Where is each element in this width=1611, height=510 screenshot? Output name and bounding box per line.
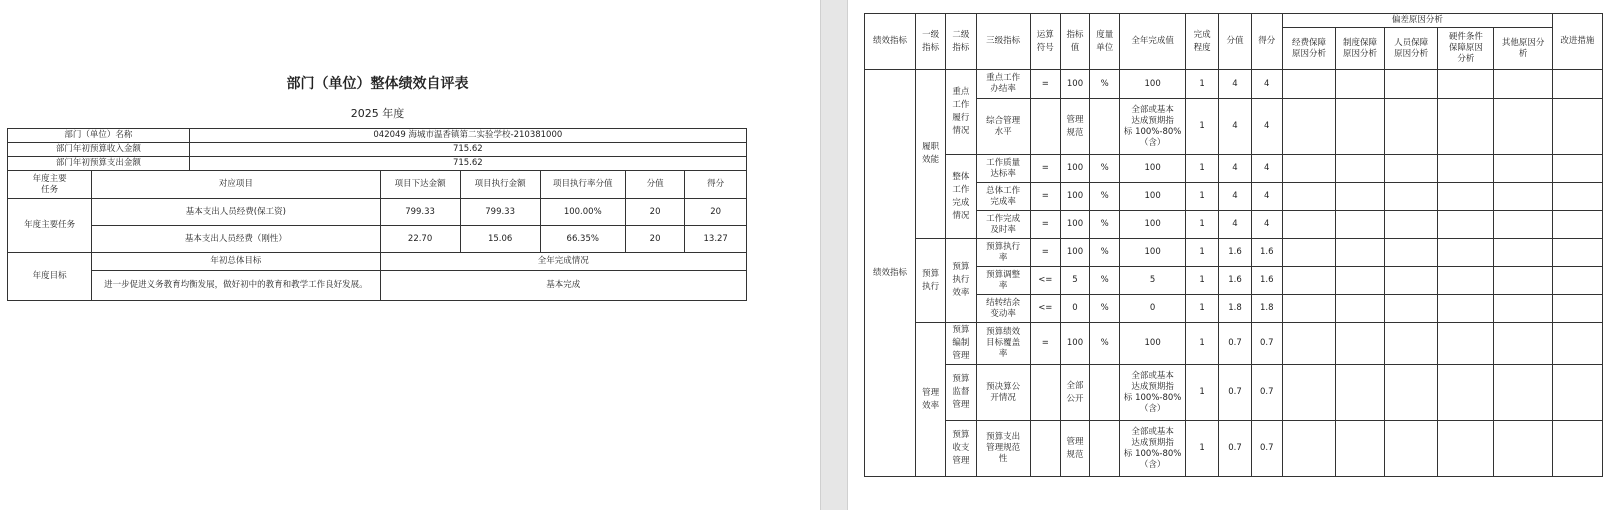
funding-analysis-cell: [1282, 70, 1335, 99]
task-issued: 799.33: [380, 199, 460, 226]
indicator-target: 100: [1060, 211, 1089, 239]
indicator-level3: 预算支出 管理规范 性: [976, 421, 1030, 477]
task-header-row: [8, 171, 747, 199]
indicator-degree: 1: [1185, 239, 1218, 267]
header-personnel: 人员保障 原因分析: [1385, 28, 1438, 70]
indicator-level3: 预决算公 开情况: [976, 365, 1030, 421]
header-level2: 二级 指标: [946, 14, 976, 70]
indicator-degree: 1: [1185, 211, 1218, 239]
indicator-score: 4: [1251, 183, 1282, 211]
indicator-op: <=: [1030, 267, 1060, 295]
other-analysis-cell: [1494, 239, 1552, 267]
indicator-row: [865, 155, 1603, 183]
system-analysis-cell: [1336, 365, 1385, 421]
indicator-score: 1.8: [1251, 295, 1282, 323]
indicator-weight: 1.8: [1219, 295, 1251, 323]
info-row: [8, 129, 747, 143]
self-evaluation-table: [7, 128, 747, 301]
indicator-degree: 1: [1185, 365, 1218, 421]
task-executed: 15.06: [460, 226, 540, 253]
level2-indicator: 预算 监督 管理: [946, 365, 976, 421]
task-row: [8, 199, 747, 226]
system-analysis-cell: [1336, 421, 1385, 477]
header-executed: 项目执行金额: [460, 171, 540, 199]
indicator-unit: [1090, 365, 1120, 421]
indicator-target: 管理 规范: [1060, 421, 1089, 477]
indicator-target: 0: [1060, 295, 1089, 323]
info-row: [8, 157, 747, 171]
personnel-analysis-cell: [1385, 155, 1438, 183]
funding-analysis-cell: [1282, 239, 1335, 267]
goal-completion: 基本完成: [380, 271, 746, 301]
indicator-score: 0.7: [1251, 323, 1282, 365]
hardware-analysis-cell: [1438, 267, 1494, 295]
level1-indicator: 履职 效能: [916, 70, 946, 239]
indicator-op: <=: [1030, 295, 1060, 323]
indicator-row: [865, 295, 1603, 323]
improvement-cell: [1552, 211, 1602, 239]
header-funding: 经费保障 原因分析: [1282, 28, 1335, 70]
system-analysis-cell: [1336, 267, 1385, 295]
goal-label: 年度目标: [8, 253, 92, 301]
hardware-analysis-cell: [1438, 295, 1494, 323]
indicator-unit: %: [1090, 155, 1120, 183]
personnel-analysis-cell: [1385, 183, 1438, 211]
indicator-weight: 4: [1219, 211, 1251, 239]
other-analysis-cell: [1494, 365, 1552, 421]
improvement-cell: [1552, 267, 1602, 295]
indicator-weight: 1.6: [1219, 267, 1251, 295]
goal-header-row: [8, 253, 747, 271]
other-analysis-cell: [1494, 421, 1552, 477]
indicator-weight: 0.7: [1219, 323, 1251, 365]
system-analysis-cell: [1336, 70, 1385, 99]
indicator-unit: %: [1090, 323, 1120, 365]
funding-analysis-cell: [1282, 267, 1335, 295]
indicator-actual: 100: [1120, 155, 1186, 183]
indicator-actual: 全部或基本 达成预期指 标 100%-80% （含）: [1120, 421, 1186, 477]
header-degree: 完成 程度: [1185, 14, 1218, 70]
level2-indicator: 重点 工作 履行 情况: [946, 70, 976, 155]
indicator-op: =: [1030, 70, 1060, 99]
other-analysis-cell: [1494, 323, 1552, 365]
performance-indicator-table: [864, 13, 1603, 477]
indicator-actual: 100: [1120, 239, 1186, 267]
info-row: [8, 143, 747, 157]
header-system: 制度保障 原因分析: [1336, 28, 1385, 70]
header-perf: 绩效指标: [865, 14, 916, 70]
level2-indicator: 整体 工作 完成 情况: [946, 155, 976, 239]
indicator-actual: 0: [1120, 295, 1186, 323]
funding-analysis-cell: [1282, 323, 1335, 365]
indicator-actual: 100: [1120, 323, 1186, 365]
indicator-level3: 总体工作 完成率: [976, 183, 1030, 211]
header-level1: 一级 指标: [916, 14, 946, 70]
info-value: 715.62: [189, 143, 746, 157]
indicator-weight: 0.7: [1219, 421, 1251, 477]
indicator-degree: 1: [1185, 421, 1218, 477]
hardware-analysis-cell: [1438, 99, 1494, 155]
system-analysis-cell: [1336, 295, 1385, 323]
funding-analysis-cell: [1282, 155, 1335, 183]
header-improve: 改进措施: [1552, 14, 1602, 70]
personnel-analysis-cell: [1385, 267, 1438, 295]
indicator-op: =: [1030, 323, 1060, 365]
info-value: 042049 海城市温香镇第二实验学校-210381000: [189, 129, 746, 143]
indicator-degree: 1: [1185, 70, 1218, 99]
header-score: 得分: [1251, 14, 1282, 70]
funding-analysis-cell: [1282, 421, 1335, 477]
info-label: 部门年初预算收入金额: [8, 143, 190, 157]
indicator-actual: 100: [1120, 70, 1186, 99]
indicator-target: 管理 规范: [1060, 99, 1089, 155]
other-analysis-cell: [1494, 183, 1552, 211]
funding-analysis-cell: [1282, 295, 1335, 323]
level2-indicator: 预算 编制 管理: [946, 323, 976, 365]
header-other: 其他原因分 析: [1494, 28, 1552, 70]
header-unit: 度量 单位: [1090, 14, 1120, 70]
hardware-analysis-cell: [1438, 421, 1494, 477]
hardware-analysis-cell: [1438, 239, 1494, 267]
indicator-target: 100: [1060, 323, 1089, 365]
task-score-value: 20: [625, 199, 685, 226]
indicator-row: [865, 421, 1603, 477]
improvement-cell: [1552, 99, 1602, 155]
header-weight: 分值: [1219, 14, 1251, 70]
goal-initial-header: 年初总体目标: [92, 253, 380, 271]
improvement-cell: [1552, 183, 1602, 211]
header-score: 得分: [685, 171, 747, 199]
right-page: [848, 0, 1611, 510]
task-item: 基本支出人员经费（刚性）: [92, 226, 380, 253]
system-analysis-cell: [1336, 183, 1385, 211]
indicator-level3: 预算执行 率: [976, 239, 1030, 267]
improvement-cell: [1552, 323, 1602, 365]
task-score-value: 20: [625, 226, 685, 253]
indicator-weight: 4: [1219, 99, 1251, 155]
indicator-actual: 全部或基本 达成预期指 标 100%-80% （含）: [1120, 365, 1186, 421]
personnel-analysis-cell: [1385, 323, 1438, 365]
level2-indicator: 预算 执行 效率: [946, 239, 976, 323]
system-analysis-cell: [1336, 99, 1385, 155]
goal-initial: 进一步促进义务教育均衡发展，做好初中的教育和教学工作良好发展。: [92, 271, 380, 301]
indicator-op: =: [1030, 239, 1060, 267]
other-analysis-cell: [1494, 155, 1552, 183]
indicator-target: 100: [1060, 183, 1089, 211]
improvement-cell: [1552, 421, 1602, 477]
header-main-task: 年度主要 任务: [8, 171, 92, 199]
header-issued: 项目下达金额: [380, 171, 460, 199]
header-score-value: 分值: [625, 171, 685, 199]
page-gutter: [820, 0, 848, 510]
level2-indicator: 预算 收支 管理: [946, 421, 976, 477]
personnel-analysis-cell: [1385, 421, 1438, 477]
task-item: 基本支出人员经费(保工资): [92, 199, 380, 226]
indicator-degree: 1: [1185, 323, 1218, 365]
indicator-weight: 1.6: [1219, 239, 1251, 267]
personnel-analysis-cell: [1385, 365, 1438, 421]
other-analysis-cell: [1494, 267, 1552, 295]
indicator-score: 1.6: [1251, 267, 1282, 295]
indicator-actual: 100: [1120, 211, 1186, 239]
indicator-degree: 1: [1185, 183, 1218, 211]
hardware-analysis-cell: [1438, 211, 1494, 239]
task-row: [8, 226, 747, 253]
task-score: 13.27: [685, 226, 747, 253]
header-op: 运算 符号: [1030, 14, 1060, 70]
funding-analysis-cell: [1282, 211, 1335, 239]
personnel-analysis-cell: [1385, 70, 1438, 99]
indicator-actual: 全部或基本 达成预期指 标 100%-80% （含）: [1120, 99, 1186, 155]
indicator-score: 1.6: [1251, 239, 1282, 267]
task-rate: 66.35%: [540, 226, 625, 253]
other-analysis-cell: [1494, 70, 1552, 99]
hardware-analysis-cell: [1438, 323, 1494, 365]
task-issued: 22.70: [380, 226, 460, 253]
indicator-degree: 1: [1185, 99, 1218, 155]
indicator-op: =: [1030, 155, 1060, 183]
hardware-analysis-cell: [1438, 365, 1494, 421]
indicator-unit: %: [1090, 239, 1120, 267]
indicator-actual: 100: [1120, 183, 1186, 211]
personnel-analysis-cell: [1385, 239, 1438, 267]
info-label: 部门年初预算支出金额: [8, 157, 190, 171]
goal-row: [8, 271, 747, 301]
task-group-label: 年度主要任务: [8, 199, 92, 253]
other-analysis-cell: [1494, 99, 1552, 155]
indicator-unit: [1090, 99, 1120, 155]
other-analysis-cell: [1494, 211, 1552, 239]
indicator-degree: 1: [1185, 267, 1218, 295]
indicator-op: =: [1030, 183, 1060, 211]
indicator-target: 全部 公开: [1060, 365, 1089, 421]
indicator-weight: 4: [1219, 70, 1251, 99]
indicator-weight: 0.7: [1219, 365, 1251, 421]
indicator-degree: 1: [1185, 155, 1218, 183]
improvement-cell: [1552, 295, 1602, 323]
indicator-score: 4: [1251, 211, 1282, 239]
indicator-unit: %: [1090, 267, 1120, 295]
indicator-score: 4: [1251, 155, 1282, 183]
info-label: 部门（单位）名称: [8, 129, 190, 143]
indicator-op: [1030, 365, 1060, 421]
indicator-target: 5: [1060, 267, 1089, 295]
header-level3: 三级指标: [976, 14, 1030, 70]
header-item: 对应项目: [92, 171, 380, 199]
improvement-cell: [1552, 155, 1602, 183]
task-score: 20: [685, 199, 747, 226]
header-deviation: 偏差原因分析: [1282, 14, 1552, 28]
header-target: 指标 值: [1060, 14, 1089, 70]
task-rate: 100.00%: [540, 199, 625, 226]
improvement-cell: [1552, 239, 1602, 267]
system-analysis-cell: [1336, 155, 1385, 183]
hardware-analysis-cell: [1438, 183, 1494, 211]
indicator-unit: %: [1090, 295, 1120, 323]
indicator-target: 100: [1060, 155, 1089, 183]
indicator-body: [865, 70, 1603, 477]
indicator-score: 4: [1251, 70, 1282, 99]
system-analysis-cell: [1336, 211, 1385, 239]
header-row-1: [865, 14, 1603, 28]
indicator-row: [865, 183, 1603, 211]
personnel-analysis-cell: [1385, 211, 1438, 239]
personnel-analysis-cell: [1385, 99, 1438, 155]
indicator-unit: %: [1090, 183, 1120, 211]
system-analysis-cell: [1336, 239, 1385, 267]
indicator-row: [865, 239, 1603, 267]
indicator-level3: 工作完成 及时率: [976, 211, 1030, 239]
indicator-level3: 预算调整 率: [976, 267, 1030, 295]
indicator-unit: %: [1090, 211, 1120, 239]
indicator-group-label: 绩效指标: [865, 70, 916, 477]
system-analysis-cell: [1336, 323, 1385, 365]
hardware-analysis-cell: [1438, 70, 1494, 99]
level1-indicator: 管理 效率: [916, 323, 946, 477]
indicator-level3: 工作质量 达标率: [976, 155, 1030, 183]
indicator-weight: 4: [1219, 183, 1251, 211]
header-hardware: 硬件条件 保障原因 分析: [1438, 28, 1494, 70]
indicator-score: 4: [1251, 99, 1282, 155]
funding-analysis-cell: [1282, 99, 1335, 155]
funding-analysis-cell: [1282, 183, 1335, 211]
indicator-weight: 4: [1219, 155, 1251, 183]
indicator-row: [865, 99, 1603, 155]
indicator-target: 100: [1060, 239, 1089, 267]
indicator-row: [865, 323, 1603, 365]
personnel-analysis-cell: [1385, 295, 1438, 323]
indicator-score: 0.7: [1251, 421, 1282, 477]
goal-completion-header: 全年完成情况: [380, 253, 746, 271]
document-title: 部门（单位）整体绩效自评表: [286, 76, 469, 92]
funding-analysis-cell: [1282, 365, 1335, 421]
hardware-analysis-cell: [1438, 155, 1494, 183]
indicator-row: [865, 211, 1603, 239]
indicator-degree: 1: [1185, 295, 1218, 323]
indicator-unit: %: [1090, 70, 1120, 99]
indicator-level3: 结转结余 变动率: [976, 295, 1030, 323]
indicator-actual: 5: [1120, 267, 1186, 295]
indicator-op: [1030, 421, 1060, 477]
indicator-row: [865, 267, 1603, 295]
indicator-level3: 重点工作 办结率: [976, 70, 1030, 99]
indicator-target: 100: [1060, 70, 1089, 99]
header-actual: 全年完成值: [1120, 14, 1186, 70]
indicator-op: [1030, 99, 1060, 155]
info-value: 715.62: [189, 157, 746, 171]
indicator-row: [865, 70, 1603, 99]
header-rate-score: 项目执行率分值: [540, 171, 625, 199]
indicator-score: 0.7: [1251, 365, 1282, 421]
indicator-row: [865, 365, 1603, 421]
other-analysis-cell: [1494, 295, 1552, 323]
level1-indicator: 预算 执行: [916, 239, 946, 323]
indicator-level3: 预算绩效 目标覆盖 率: [976, 323, 1030, 365]
improvement-cell: [1552, 365, 1602, 421]
task-executed: 799.33: [460, 199, 540, 226]
indicator-unit: [1090, 421, 1120, 477]
indicator-op: =: [1030, 211, 1060, 239]
indicator-level3: 综合管理 水平: [976, 99, 1030, 155]
improvement-cell: [1552, 70, 1602, 99]
document-year: 2025 年度: [350, 107, 405, 120]
